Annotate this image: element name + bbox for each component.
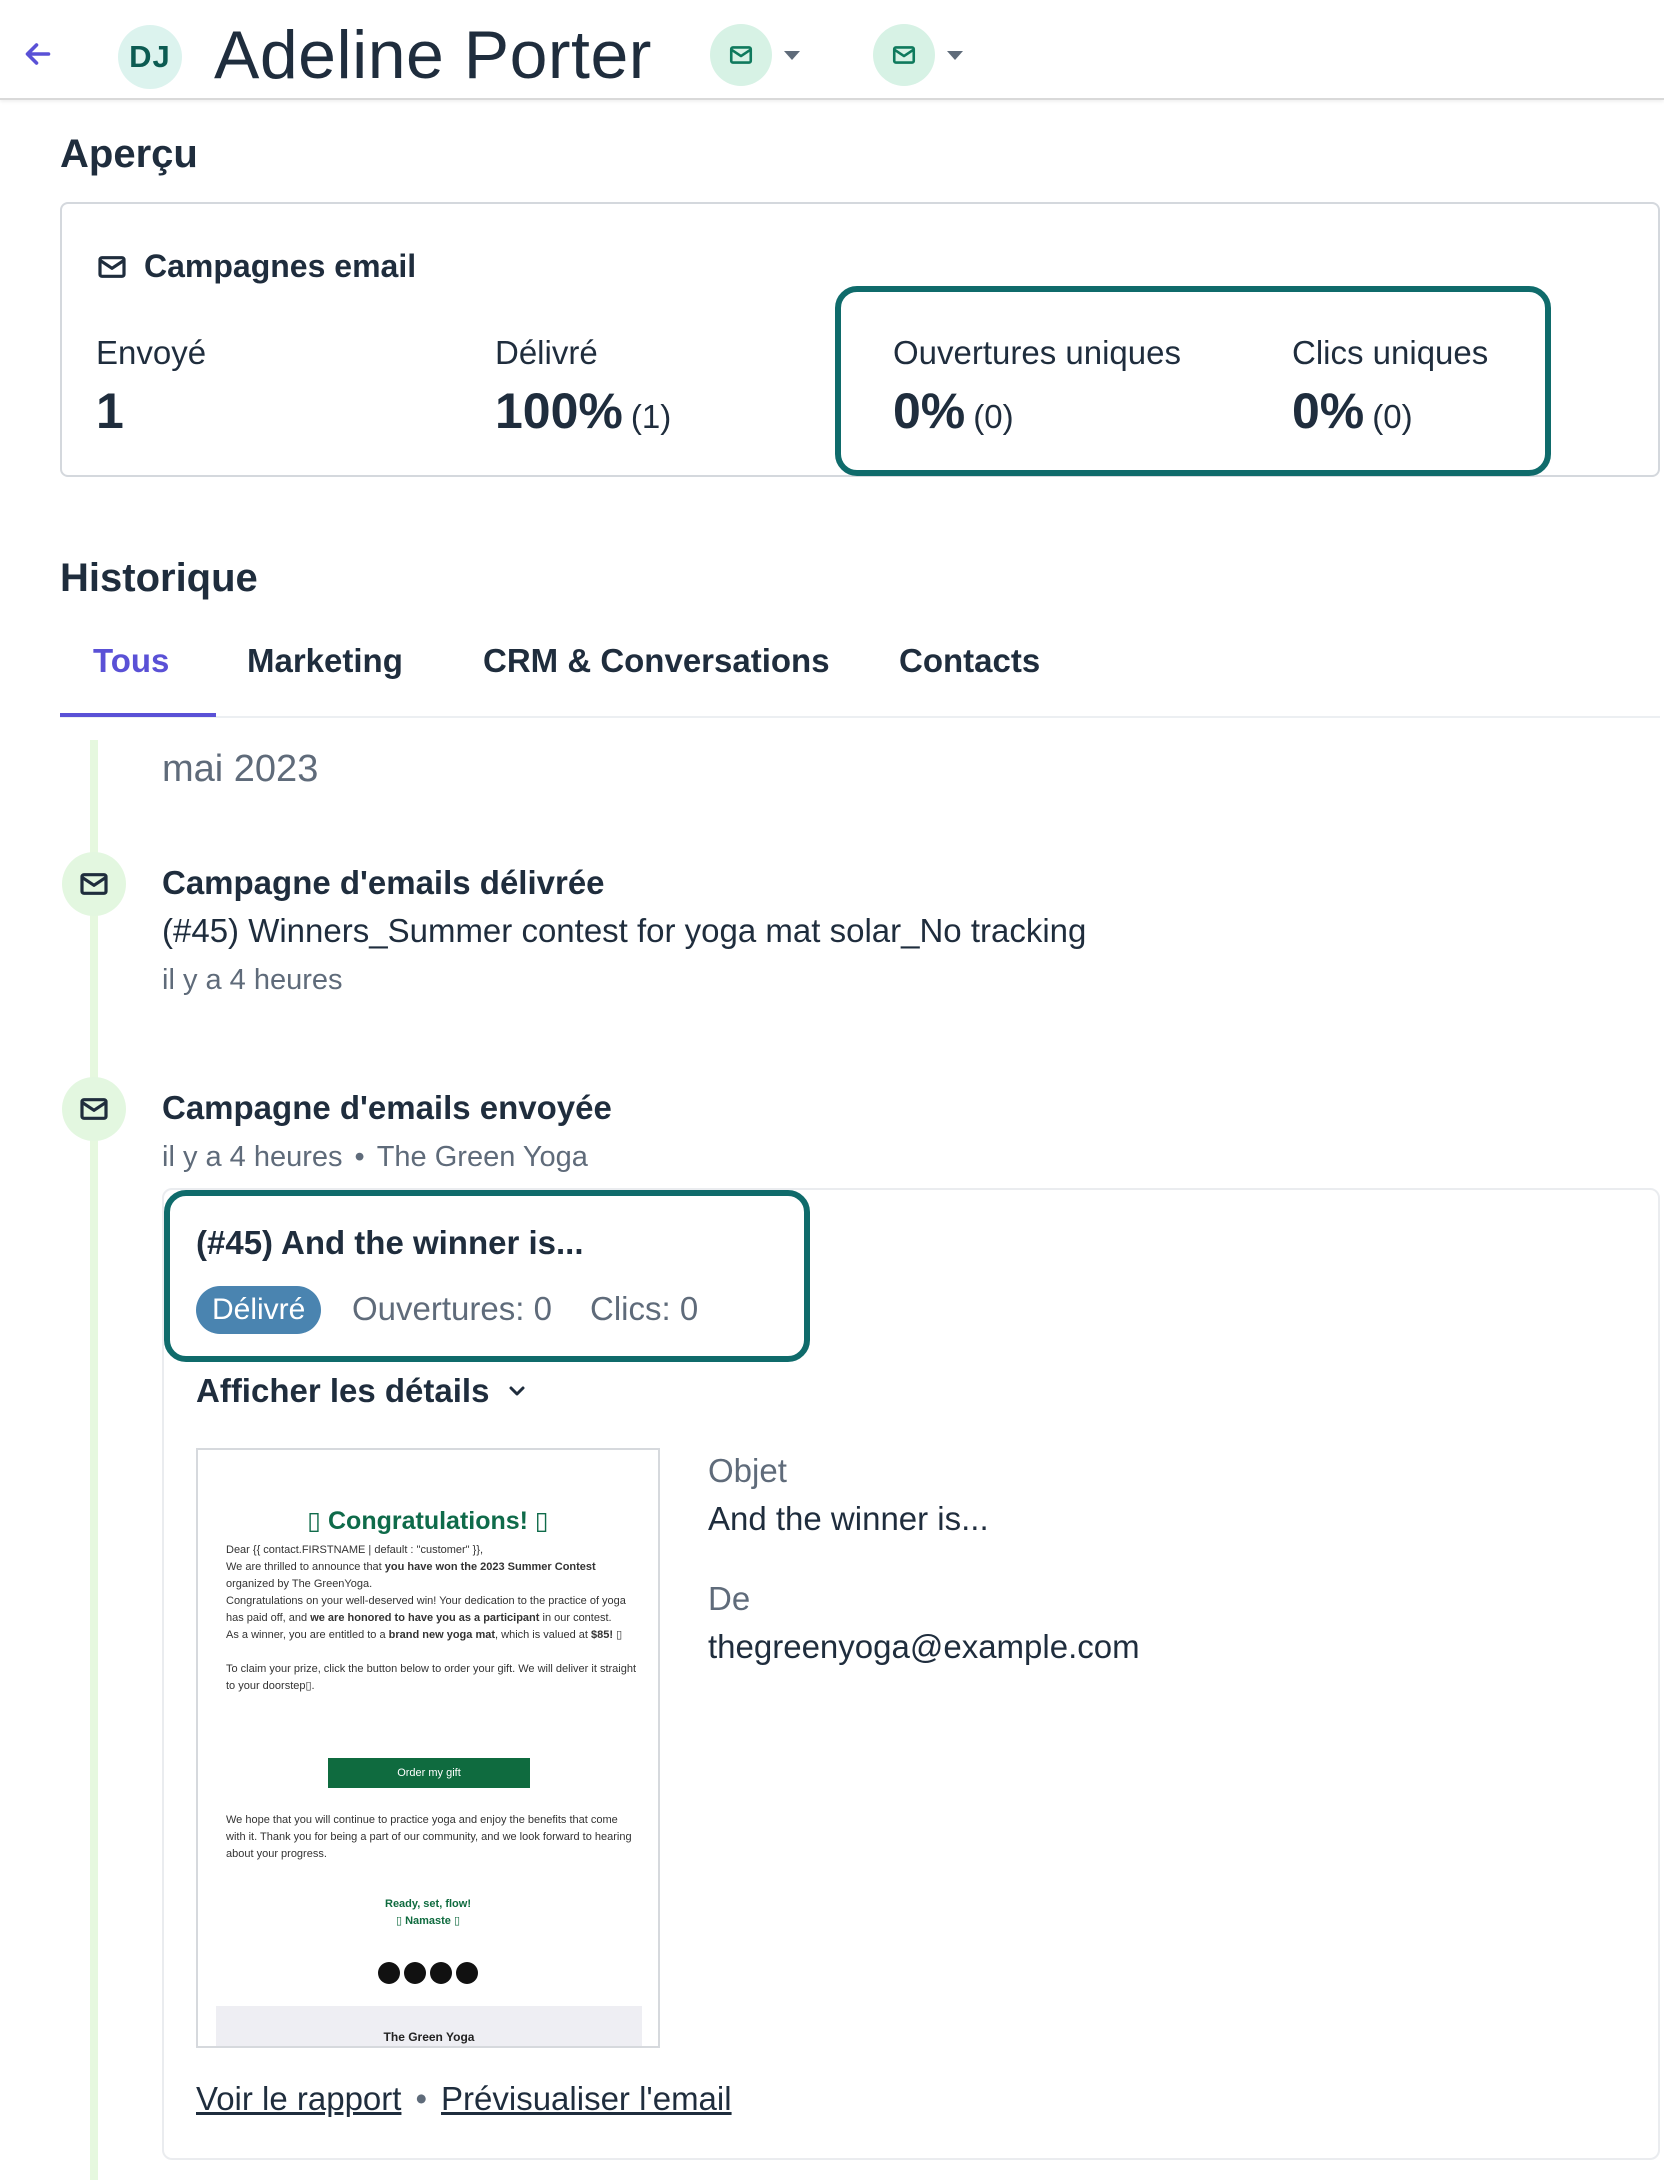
stat-sent — [96, 334, 206, 440]
preview-title: ▯ Congratulations! ▯ — [307, 1507, 549, 1535]
stat-value: 0% (0) — [1292, 383, 1413, 439]
tab-contacts[interactable]: Contacts — [899, 642, 1041, 679]
instagram-icon — [378, 1962, 400, 1984]
event-description: (#45) Winners_Summer contest for yoga mat solar_No tracking — [162, 912, 1087, 949]
email-actions-button[interactable] — [710, 25, 800, 85]
history-tabs — [60, 622, 1660, 718]
stat-label: Clics uniques — [1292, 334, 1489, 371]
subject-label: Objet — [708, 1452, 787, 1489]
preview-order-button: Order my gift — [328, 1758, 530, 1788]
preview-body: Dear {{ contact.FIRSTNAME | default : "customer" }}, We are thrilled to announce that you have won the 2023 Summer Contest organized by The GreenYoga. Congratulations on your well-deserved win! Your dedication to the practice of yoga has paid off, and we are honored to have you as a participant in our contest. As a winner, you are entitled to a brand new yoga mat, which is valued at $85! ▯ To claim your prize, click the button below to order your gift. We will deliver it straight to your doorstep▯. — [226, 1544, 637, 1692]
preview-email-link[interactable]: Prévisualiser l'email — [441, 2080, 732, 2117]
event-time: il y a 4 heures — [162, 964, 343, 996]
envelope-icon — [96, 251, 128, 283]
tab-crm-conversations[interactable]: CRM & Conversations — [483, 642, 830, 679]
separator-dot: • — [354, 1141, 365, 1173]
timeline-line — [90, 740, 98, 2180]
preview-footer: The Green Yoga — [216, 2006, 642, 2048]
clicks-count: Clics: 0 — [590, 1290, 699, 1327]
engagement-highlight — [835, 286, 1551, 476]
envelope-icon — [62, 852, 126, 916]
campaign-name[interactable]: (#45) And the winner is... — [196, 1224, 584, 1261]
view-report-link[interactable]: Voir le rapport — [196, 2080, 402, 2117]
email-preview-thumbnail[interactable] — [196, 1448, 660, 2048]
contact-header — [0, 0, 1664, 100]
envelope-icon — [710, 24, 772, 86]
show-details-toggle[interactable]: Afficher les détails — [196, 1372, 529, 1410]
envelope-icon — [62, 1077, 126, 1141]
card-title-label: Campagnes email — [144, 248, 417, 284]
stat-value: 1 — [96, 383, 124, 439]
avatar[interactable]: DJ — [118, 25, 182, 89]
facebook-icon — [404, 1962, 426, 1984]
preview-closing: We hope that you will continue to practice yoga and enjoy the benefits that come with it. Thank you for being a part of our community, and we look forward to hearing about your progress. — [226, 1814, 632, 1860]
stat-delivered — [495, 334, 671, 440]
chevron-down-icon — [505, 1379, 529, 1403]
overview-title: Aperçu — [60, 132, 198, 176]
event-sender: The Green Yoga — [376, 1141, 588, 1173]
preview-signature: Ready, set, flow! ▯ Namaste ▯ — [385, 1898, 471, 1927]
card-title — [96, 248, 416, 285]
from-value: thegreenyoga@example.com — [708, 1628, 1140, 1665]
campaign-highlight — [164, 1190, 810, 1362]
from-label: De — [708, 1580, 751, 1617]
history-title: Historique — [60, 556, 258, 600]
stat-label: Envoyé — [96, 334, 207, 371]
event-time: il y a 4 heures — [162, 1141, 343, 1173]
tab-all[interactable]: Tous — [93, 642, 170, 679]
contact-name: Adeline Porter — [214, 17, 652, 93]
stat-label: Ouvertures uniques — [893, 334, 1181, 371]
status-badge: Délivré — [196, 1286, 321, 1334]
stat-value: 0% (0) — [893, 383, 1014, 439]
email-options-button[interactable] — [873, 25, 963, 85]
event-title: Campagne d'emails délivrée — [162, 864, 605, 901]
tab-marketing[interactable]: Marketing — [247, 642, 403, 679]
event-title: Campagne d'emails envoyée — [162, 1089, 612, 1126]
stat-label: Délivré — [495, 334, 598, 371]
envelope-icon — [873, 24, 935, 86]
timeline-month: mai 2023 — [162, 748, 319, 790]
preview-social-icons — [198, 1962, 658, 1984]
subject-value: And the winner is... — [708, 1500, 989, 1537]
chevron-down-icon — [784, 51, 800, 60]
event-meta — [162, 1141, 588, 1174]
twitter-icon — [456, 1962, 478, 1984]
active-tab-indicator — [60, 713, 216, 717]
globe-icon — [430, 1962, 452, 1984]
opens-count: Ouvertures: 0 — [352, 1290, 552, 1327]
separator-dot: • — [415, 2080, 428, 2117]
campaign-links — [196, 2080, 732, 2118]
back-arrow-icon[interactable] — [20, 36, 56, 72]
chevron-down-icon — [947, 51, 963, 60]
stat-value: 100% (1) — [495, 383, 672, 439]
